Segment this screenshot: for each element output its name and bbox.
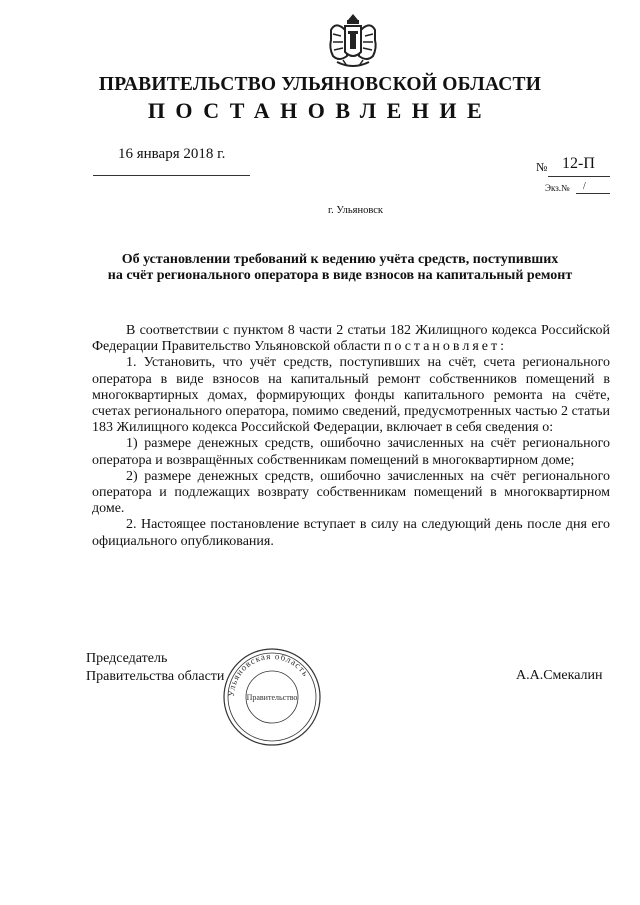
document-type: ПОСТАНОВЛЕНИЕ	[147, 98, 493, 123]
position-line-2: Правительства области	[86, 669, 225, 684]
paragraph-subitem-1: 1) размере денежных средств, ошибочно зачисленных на счёт регионального оператора и возвращённых собственникам помещений в многоквартирном доме;	[92, 436, 610, 468]
preamble-text: В соответствии с пунктом 8 части 2 статьи 182 Жилищного кодекса Российской Федерации Правительство Ульяновской области	[92, 323, 610, 355]
signatory-name: А.А.Смекалин	[516, 668, 603, 683]
date-underline	[93, 175, 250, 176]
seal-inner-text: Правительство	[246, 693, 298, 702]
copy-label: Экз.№	[545, 183, 570, 193]
document-date: 16 января 2018 г.	[118, 146, 226, 162]
svg-text:Ульяновская область	[226, 651, 311, 697]
document-body	[92, 323, 610, 550]
document-heading	[60, 252, 620, 284]
number-label: №	[536, 160, 548, 174]
coat-of-arms-icon	[325, 12, 381, 70]
copy-underline	[576, 193, 610, 194]
organization-title: ПРАВИТЕЛЬСТВО УЛЬЯНОВСКОЙ ОБЛАСТИ	[98, 74, 542, 95]
paragraph-item-1: 1. Установить, что учёт средств, поступивших на счёт, счета регионального оператора в виде взносов на капитальный ремонт собственников помещений в многоквартирных домах, формирующих фонды капитального ремонта на счёте, счетах регионального оператора, помимо сведений, предусмотренных частью 2 статьи 183 Жилищного кодекса Российской Федерации, включает в себя сведения о:	[92, 355, 610, 436]
heading-line-2: на счёт регионального оператора в виде взносов на капитальный ремонт	[107, 268, 573, 283]
number-underline	[548, 176, 610, 177]
position-line-1: Председатель	[86, 651, 168, 666]
paragraph-subitem-2: 2) размере денежных средств, ошибочно зачисленных на счёт регионального оператора и подлежащих возврату собственникам помещений в многоквартирном доме.	[92, 468, 610, 517]
seal-outer-text: Ульяновская область	[225, 650, 312, 698]
paragraph-item-2: 2. Настоящее постановление вступает в силу на следующий день после дня его официального опубликования.	[92, 517, 610, 549]
city: г. Ульяновск	[328, 205, 384, 216]
paragraph-preamble	[92, 323, 610, 355]
signatory-position	[86, 650, 224, 686]
copy-number: /	[583, 181, 586, 192]
heading-line-1: Об установлении требований к ведению учёта средств, поступивших	[121, 252, 559, 267]
document-number: 12-П	[562, 155, 595, 172]
preamble-verb: постановляет:	[383, 339, 507, 355]
round-seal-icon	[220, 645, 324, 749]
